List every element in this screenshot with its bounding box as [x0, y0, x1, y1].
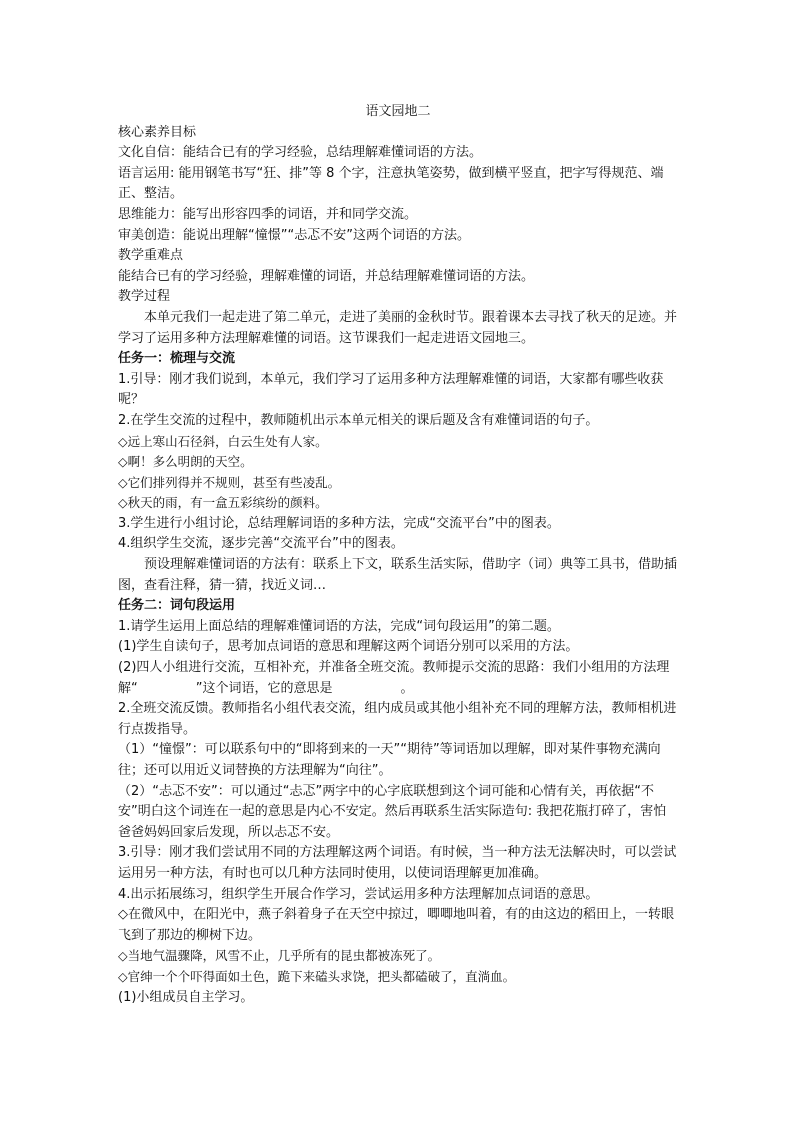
task-two-step-3: 3.引导：刚才我们尝试用不同的方法理解这两个词语。有时候，当一种方法无法解决时，可以尝试运用另一种方法，有时也可以几种方法同时使用，以使词语理解更加准确。: [118, 845, 677, 881]
goal-language: 语言运用: 能用钢笔书写“狂、排”等 8 个字，注意执笔姿势，做到横平竖直，把字写得规范、端正、整洁。: [118, 165, 664, 202]
example-sentence: ◇它们排列得并不规则，甚至有些凌乱。: [118, 474, 341, 490]
example-sentence: ◇啊！多么明朗的天空。: [118, 454, 253, 470]
substep-2-text-mid: ”这个词语，它的意思是: [195, 680, 333, 696]
document-page: [118, 102, 678, 1008]
example-sentence: ◇秋天的雨，有一盒五彩缤纷的颜料。: [118, 495, 328, 511]
task-two-step-4: 4.出示拓展练习，组织学生开展合作学习，尝试运用多种方法理解加点词语的意思。: [118, 886, 599, 902]
substep-2-text-end: 。: [400, 680, 414, 696]
task-one-step-3: 3.学生进行小组讨论，总结理解词语的多种方法，完成“交流平台”中的图表。: [118, 515, 560, 531]
feedback-item-1: （1）“憧憬”：可以联系句中的“即将到来的一天”“期待”等词语加以理解，即对某件事物充满向往；还可以用近义词替换的方法理解为“向往”。: [118, 742, 661, 778]
goal-culture: 文化自信：能结合已有的学习经验，总结理解难懂词语的方法。: [118, 145, 483, 161]
page-title: 语文园地二: [365, 104, 431, 119]
task-two-substep-1: (1)学生自读句子，思考加点词语的意思和理解这两个词语分别可以采用的方法。: [118, 639, 579, 655]
task-two-step-1: 1.请学生运用上面总结的理解难懂词语的方法，完成“词句段运用”的第二题。: [118, 618, 560, 634]
task-two-substep-self-study: (1)小组成员自主学习。: [118, 989, 254, 1005]
methods-preset: 预设理解难懂词语的方法有：联系上下文，联系生活实际，借助字（词）典等工具书，借助插图，查看注释，猜一猜，找近义词…: [118, 557, 678, 593]
task-one-step-2: 2.在学生交流的过程中，教师随机出示本单元相关的课后题及含有难懂词语的句子。: [118, 412, 599, 428]
intro-paragraph: 本单元我们一起走进了第二单元，走进了美丽的金秋时节。跟着课本去寻找了秋天的足迹。并学习了运用多种方法理解难懂的词语。这节课我们一起走进语文园地三。: [118, 309, 678, 346]
example-sentence: ◇远上寒山石径斜，白云生处有人家。: [118, 433, 328, 449]
heading-key-points: 教学重难点: [118, 248, 184, 264]
goal-aesthetic: 审美创造：能说出理解“憧憬”“忐忑不安”这两个词语的方法。: [118, 227, 470, 243]
key-points-text: 能结合已有的学习经验，理解难懂的词语，并总结理解难懂词语的方法。: [118, 268, 535, 284]
exercise-sentence: ◇官绅一个个吓得面如土色，跪下来磕头求饶，把头都磕破了，直淌血。: [118, 968, 516, 984]
substep-2-text: (2)四人小组进行交流，互相补充，并准备全班交流。教师提示交流的思路：我们小组用的方法理解“: [118, 660, 670, 696]
feedback-item-2: （2）“忐忑不安”：可以通过“忐忑”两字中的心字底联想到这个词可能和心情有关，再依据“不安”明白这个词连在一起的意思是内心不安定。然后再联系生活实际造句: 我把花瓶打碎了，害怕爸爸妈妈回家后发现，所以忐忑不安。: [118, 783, 667, 840]
task-two-step-2: 2.全班交流反馈。教师指名小组代表交流，组内成员或其他小组补充不同的理解方法，教师相机进行点拨指导。: [118, 701, 677, 737]
heading-core-goals: 核心素养目标: [118, 124, 197, 140]
task-two-heading: 任务二：词句段运用: [118, 598, 236, 614]
exercise-sentence: ◇在微风中，在阳光中，燕子斜着身子在天空中掠过，唧唧地叫着，有的由这边的稻田上，一转眼飞到了那边的柳树下边。: [118, 907, 674, 943]
heading-process: 教学过程: [118, 289, 171, 305]
task-one-step-1: 1.引导：刚才我们说到，本单元，我们学习了运用多种方法理解难懂的词语，大家都有哪些收获呢？: [118, 371, 664, 408]
task-two-substep-2: [118, 658, 678, 699]
goal-thinking: 思维能力：能写出形容四季的词语，并和同学交流。: [118, 206, 418, 222]
exercise-sentence: ◇当地气温骤降，风雪不止，几乎所有的昆虫都被冻死了。: [118, 948, 441, 964]
task-one-heading: 任务一：梳理与交流: [118, 351, 236, 367]
task-one-step-4: 4.组织学生交流，逐步完善“交流平台”中的图表。: [118, 536, 404, 552]
